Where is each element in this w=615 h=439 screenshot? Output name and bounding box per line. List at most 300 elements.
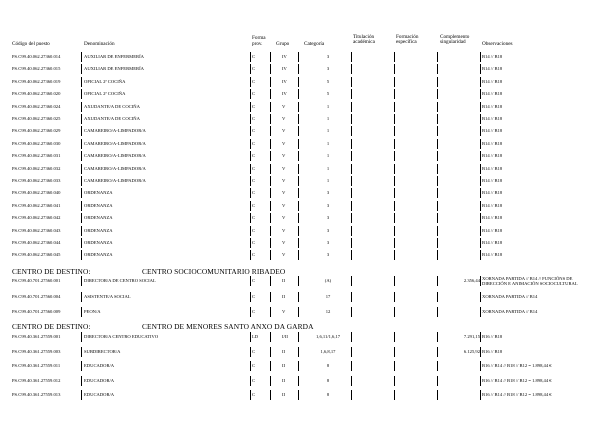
column-divider bbox=[351, 276, 352, 286]
column-divider bbox=[270, 126, 271, 136]
cell-name: CAMAREIRO/A-LIMPADOR/A bbox=[84, 140, 146, 146]
cell-observaciones: B14 // B18 bbox=[482, 128, 503, 134]
cell-forma: C bbox=[252, 91, 256, 97]
column-divider bbox=[250, 347, 251, 357]
column-divider bbox=[437, 226, 438, 236]
cell-name: ORDENANZA bbox=[84, 227, 113, 233]
column-divider bbox=[298, 376, 299, 386]
cell-grupo: II bbox=[282, 392, 286, 398]
table-row bbox=[12, 346, 612, 358]
column-divider bbox=[298, 361, 299, 371]
column-divider bbox=[351, 176, 352, 186]
column-divider bbox=[270, 226, 271, 236]
cell-name: AXUDANTE/A DE COCIÑA bbox=[84, 116, 140, 121]
cell-grupo: V bbox=[282, 116, 286, 121]
cell-categoria: 1 bbox=[326, 128, 330, 134]
column-divider bbox=[437, 139, 438, 149]
cell-forma: C bbox=[252, 116, 256, 121]
cell-code: PS.C99.40.062.27360.042 bbox=[12, 215, 61, 221]
header-complemento-1: Complemento bbox=[440, 34, 470, 40]
cell-code: PS.C99.40.701.27560.009 bbox=[12, 309, 61, 314]
column-divider bbox=[437, 307, 438, 317]
section-header-menores bbox=[12, 322, 314, 331]
cell-name: DIRECTOR/A CENTRO EDUCATIVO bbox=[84, 334, 159, 339]
column-divider bbox=[270, 89, 271, 99]
cell-code: PS.C99.40.361.27559.013 bbox=[12, 392, 61, 398]
column-divider bbox=[250, 64, 251, 74]
column-divider bbox=[81, 250, 82, 260]
column-divider bbox=[351, 52, 352, 62]
cell-name: OFICIAL 2ª COCIÑA bbox=[84, 78, 126, 84]
column-divider bbox=[298, 250, 299, 260]
column-divider bbox=[270, 376, 271, 386]
cell-name: DIRECTOR/A DE CENTRO SOCIAL bbox=[84, 278, 156, 283]
column-divider bbox=[351, 361, 352, 371]
cell-grupo: V bbox=[282, 140, 286, 146]
column-divider bbox=[480, 238, 481, 248]
cell-grupo: II bbox=[282, 293, 286, 299]
column-divider bbox=[270, 250, 271, 260]
cell-name: AUXILIAR DE ENFERMERÍA bbox=[84, 54, 144, 59]
column-divider bbox=[437, 250, 438, 260]
cell-forma: C bbox=[252, 103, 256, 109]
column-divider bbox=[480, 292, 481, 302]
cell-name: AXUDANTE/A DE COCIÑA bbox=[84, 103, 140, 109]
cell-grupo: V bbox=[282, 202, 286, 208]
column-divider bbox=[270, 347, 271, 357]
column-divider bbox=[394, 276, 395, 286]
cell-code: PS.C99.40.062.27360.040 bbox=[12, 190, 61, 196]
cell-forma: C bbox=[252, 66, 256, 72]
column-divider bbox=[81, 126, 82, 136]
cell-code: PS.C99.40.062.27360.020 bbox=[12, 91, 61, 97]
cell-code: PS.C99.40.062.27360.031 bbox=[12, 153, 61, 159]
column-divider bbox=[351, 164, 352, 174]
cell-observaciones: B14 // B18 bbox=[482, 153, 503, 159]
column-divider bbox=[81, 114, 82, 124]
column-divider bbox=[250, 201, 251, 211]
column-divider bbox=[270, 151, 271, 161]
cell-categoria: (A) bbox=[324, 278, 332, 283]
column-divider bbox=[81, 226, 82, 236]
table-row bbox=[12, 125, 612, 137]
column-divider bbox=[81, 201, 82, 211]
column-divider bbox=[81, 390, 82, 400]
column-divider bbox=[250, 89, 251, 99]
column-divider bbox=[351, 151, 352, 161]
cell-observaciones: B16 // B14 // B18 // B12 = 1.898,44 € bbox=[482, 377, 552, 383]
cell-observaciones: B14 // B18 bbox=[482, 178, 503, 183]
cell-observaciones: B16 // B18 bbox=[482, 348, 503, 354]
column-divider bbox=[298, 151, 299, 161]
column-divider bbox=[270, 276, 271, 286]
cell-name: OFICIAL 2ª COCIÑA bbox=[84, 91, 126, 97]
column-divider bbox=[480, 347, 481, 357]
column-divider bbox=[298, 292, 299, 302]
column-divider bbox=[81, 332, 82, 342]
cell-forma: C bbox=[252, 178, 256, 183]
column-divider bbox=[81, 64, 82, 74]
cell-categoria: 1,6,8,17 bbox=[320, 348, 336, 354]
cell-code: PS.C99.40.062.27360.015 bbox=[12, 66, 61, 72]
cell-observaciones: B14 // B18 bbox=[482, 190, 503, 196]
column-divider bbox=[298, 201, 299, 211]
column-divider bbox=[351, 376, 352, 386]
cell-code: PS.C99.40.361.27559.003 bbox=[12, 348, 61, 354]
column-divider bbox=[437, 376, 438, 386]
cell-name: SUBDIRECTOR/A bbox=[84, 348, 121, 354]
cell-code: PS.C99.40.062.27360.024 bbox=[12, 103, 61, 109]
column-divider bbox=[81, 188, 82, 198]
cell-forma: C bbox=[252, 78, 256, 84]
table-row bbox=[12, 291, 612, 303]
cell-name: CAMAREIRO/A-LIMPADOR/A bbox=[84, 165, 146, 171]
column-divider bbox=[394, 238, 395, 248]
column-divider bbox=[437, 347, 438, 357]
column-divider bbox=[394, 139, 395, 149]
column-divider bbox=[394, 361, 395, 371]
cell-categoria: 8 bbox=[326, 392, 330, 398]
cell-grupo: II bbox=[282, 278, 286, 283]
cell-code: PS.C99.40.361.27559.011 bbox=[12, 363, 61, 369]
column-divider bbox=[298, 390, 299, 400]
column-divider bbox=[250, 307, 251, 317]
column-divider bbox=[351, 64, 352, 74]
column-divider bbox=[480, 307, 481, 317]
column-divider bbox=[351, 292, 352, 302]
column-divider bbox=[480, 164, 481, 174]
table-row bbox=[12, 225, 612, 237]
column-divider bbox=[394, 77, 395, 87]
column-divider bbox=[270, 361, 271, 371]
section-name: CENTRO SOCIOCOMUNITARIO RIBADEO bbox=[142, 267, 286, 276]
header-titulacion-2: académica bbox=[353, 39, 375, 45]
cell-code: PS.C99.40.062.27360.041 bbox=[12, 202, 61, 208]
cell-forma: C bbox=[252, 54, 256, 59]
column-divider bbox=[298, 164, 299, 174]
cell-observaciones: B14 // B18 bbox=[482, 227, 503, 233]
table-row bbox=[12, 88, 612, 100]
column-divider bbox=[480, 52, 481, 62]
header-forma: Forma bbox=[252, 35, 266, 41]
cell-code: PS.C99.40.062.27360.032 bbox=[12, 165, 61, 171]
column-divider bbox=[250, 276, 251, 286]
cell-grupo: V bbox=[282, 165, 286, 171]
cell-observaciones: B16 // B18 bbox=[482, 334, 503, 339]
column-divider bbox=[270, 114, 271, 124]
cell-code: PS.C99.40.062.27360.029 bbox=[12, 128, 61, 134]
cell-observaciones: B14 // B18 bbox=[482, 91, 503, 97]
cell-observaciones: B14 // B18 bbox=[482, 215, 503, 221]
column-divider bbox=[394, 188, 395, 198]
column-divider bbox=[480, 276, 481, 286]
cell-complemento: 7.291,15 bbox=[463, 334, 480, 339]
column-divider bbox=[81, 77, 82, 87]
column-divider bbox=[480, 89, 481, 99]
cell-observaciones: B14 // B18 bbox=[482, 240, 503, 245]
cell-forma: C bbox=[252, 227, 256, 233]
column-divider bbox=[394, 213, 395, 223]
column-divider bbox=[394, 226, 395, 236]
cell-observaciones: XORNADA PARTIDA // B14 bbox=[482, 309, 538, 314]
column-divider bbox=[351, 390, 352, 400]
column-divider bbox=[250, 151, 251, 161]
cell-forma: C bbox=[252, 153, 256, 159]
column-divider bbox=[480, 188, 481, 198]
cell-grupo: V bbox=[282, 252, 286, 258]
column-divider bbox=[394, 64, 395, 74]
column-divider bbox=[270, 52, 271, 62]
column-divider bbox=[270, 77, 271, 87]
cell-observaciones: B14 // B18 bbox=[482, 165, 503, 171]
cell-forma: C bbox=[252, 215, 256, 221]
column-divider bbox=[81, 164, 82, 174]
column-divider bbox=[437, 126, 438, 136]
cell-categoria: 5 bbox=[326, 78, 330, 84]
cell-grupo: II bbox=[282, 363, 286, 369]
cell-categoria: 1 bbox=[326, 165, 330, 171]
column-divider bbox=[81, 213, 82, 223]
column-divider bbox=[480, 64, 481, 74]
cell-name: ORDENANZA bbox=[84, 240, 113, 245]
column-divider bbox=[250, 77, 251, 87]
header-grupo: Grupo bbox=[276, 41, 290, 47]
column-divider bbox=[351, 238, 352, 248]
column-divider bbox=[351, 102, 352, 112]
cell-forma: C bbox=[252, 252, 256, 258]
cell-code: PS.C99.40.701.27560.004 bbox=[12, 293, 61, 299]
cell-categoria: 3 bbox=[326, 54, 330, 59]
column-divider bbox=[298, 226, 299, 236]
column-divider bbox=[437, 164, 438, 174]
cell-code: PS.C99.40.361.27559.001 bbox=[12, 334, 61, 339]
cell-categoria: 17 bbox=[325, 293, 331, 299]
column-divider bbox=[250, 250, 251, 260]
column-divider bbox=[298, 238, 299, 248]
cell-categoria: 3 bbox=[326, 66, 330, 72]
section-label: CENTRO DE DESTINO: bbox=[12, 267, 91, 276]
cell-name: EDUCADOR/A bbox=[84, 363, 115, 369]
cell-code: PS.C99.40.062.27360.014 bbox=[12, 54, 61, 59]
column-divider bbox=[298, 64, 299, 74]
cell-forma: C bbox=[252, 202, 256, 208]
table-row bbox=[12, 51, 612, 63]
cell-forma: C bbox=[252, 377, 256, 383]
header-titulacion-1: Titulación bbox=[353, 34, 375, 40]
column-divider bbox=[437, 276, 438, 286]
cell-categoria: 3 bbox=[326, 252, 330, 258]
column-divider bbox=[351, 126, 352, 136]
cell-name: EDUCADOR/A bbox=[84, 377, 115, 383]
cell-grupo: V bbox=[282, 178, 286, 183]
column-divider bbox=[480, 250, 481, 260]
cell-forma: C bbox=[252, 293, 256, 299]
column-divider bbox=[250, 176, 251, 186]
cell-categoria: 1 bbox=[326, 116, 330, 121]
cell-categoria: 1 bbox=[326, 103, 330, 109]
header-formacion-2: específica bbox=[396, 39, 417, 45]
column-divider bbox=[250, 390, 251, 400]
column-divider bbox=[480, 126, 481, 136]
column-divider bbox=[298, 52, 299, 62]
column-divider bbox=[394, 376, 395, 386]
table-row bbox=[12, 360, 612, 372]
cell-observaciones: B16 // B14 // B18 // B12 = 1.898,44 € bbox=[482, 392, 552, 398]
table-row bbox=[12, 306, 612, 318]
column-divider bbox=[270, 238, 271, 248]
column-divider bbox=[437, 390, 438, 400]
header-name: Denominación bbox=[84, 41, 115, 47]
column-divider bbox=[351, 226, 352, 236]
column-divider bbox=[298, 126, 299, 136]
column-divider bbox=[437, 77, 438, 87]
column-divider bbox=[394, 201, 395, 211]
column-divider bbox=[351, 114, 352, 124]
column-divider bbox=[270, 332, 271, 342]
column-divider bbox=[351, 77, 352, 87]
column-divider bbox=[437, 151, 438, 161]
cell-categoria: 3 bbox=[326, 190, 330, 196]
observaciones-line-1: XORNADA PARTIDA // B14 // FUNCIÓNS DE bbox=[482, 276, 573, 281]
column-divider bbox=[480, 151, 481, 161]
column-divider bbox=[270, 390, 271, 400]
cell-forma: C bbox=[252, 348, 256, 354]
column-divider bbox=[351, 250, 352, 260]
column-divider bbox=[298, 188, 299, 198]
column-divider bbox=[437, 89, 438, 99]
column-divider bbox=[351, 347, 352, 357]
column-divider bbox=[81, 276, 82, 286]
cell-grupo: I/II bbox=[282, 334, 288, 339]
column-divider bbox=[250, 188, 251, 198]
cell-name: CAMAREIRO/A-LIMPADOR/A bbox=[84, 178, 146, 183]
table-row bbox=[12, 113, 612, 125]
table-row bbox=[12, 389, 612, 401]
header-complemento-2: singularidad bbox=[440, 39, 466, 45]
column-divider bbox=[298, 347, 299, 357]
cell-code: PS.C99.40.062.27360.045 bbox=[12, 252, 61, 258]
column-divider bbox=[81, 238, 82, 248]
table-row bbox=[12, 63, 612, 75]
column-divider bbox=[437, 361, 438, 371]
column-divider bbox=[437, 52, 438, 62]
table-row bbox=[12, 200, 612, 212]
cell-categoria: 1,6,11/1,6,17 bbox=[316, 334, 341, 339]
cell-grupo: IV bbox=[282, 91, 287, 97]
column-divider bbox=[394, 292, 395, 302]
column-divider bbox=[250, 126, 251, 136]
column-divider bbox=[250, 238, 251, 248]
cell-grupo: V bbox=[282, 309, 286, 314]
column-divider bbox=[394, 52, 395, 62]
column-divider bbox=[437, 114, 438, 124]
section-name: CENTRO DE MENORES SANTO ANXO DA GARDA bbox=[142, 322, 314, 331]
column-divider bbox=[480, 102, 481, 112]
cell-observaciones: B14 // B18 bbox=[482, 54, 503, 59]
column-divider bbox=[351, 139, 352, 149]
cell-grupo: V bbox=[282, 103, 286, 109]
cell-code: PS.C99.40.361.27559.012 bbox=[12, 377, 61, 383]
column-divider bbox=[480, 390, 481, 400]
cell-observaciones bbox=[482, 276, 578, 287]
column-divider bbox=[351, 307, 352, 317]
cell-name: ORDENANZA bbox=[84, 215, 113, 221]
column-divider bbox=[437, 188, 438, 198]
column-divider bbox=[81, 376, 82, 386]
column-divider bbox=[394, 176, 395, 186]
cell-forma: C bbox=[252, 140, 256, 146]
cell-grupo: II bbox=[282, 348, 286, 354]
column-divider bbox=[250, 292, 251, 302]
column-divider bbox=[270, 292, 271, 302]
cell-name: PEON/A bbox=[84, 309, 101, 314]
cell-grupo: V bbox=[282, 128, 286, 134]
table-row bbox=[12, 150, 612, 162]
cell-code: PS.C99.40.062.27360.033 bbox=[12, 178, 61, 183]
column-divider bbox=[250, 52, 251, 62]
column-divider bbox=[81, 292, 82, 302]
column-divider bbox=[298, 307, 299, 317]
column-divider bbox=[394, 250, 395, 260]
column-divider bbox=[437, 64, 438, 74]
cell-forma: C bbox=[252, 363, 256, 369]
cell-categoria: 1 bbox=[326, 140, 330, 146]
cell-code: PS.C99.40.062.27360.030 bbox=[12, 140, 61, 146]
column-divider bbox=[298, 276, 299, 286]
cell-name: ORDENANZA bbox=[84, 202, 113, 208]
cell-grupo: IV bbox=[282, 78, 287, 84]
column-divider bbox=[250, 376, 251, 386]
column-divider bbox=[298, 332, 299, 342]
cell-grupo: II bbox=[282, 377, 286, 383]
table-row bbox=[12, 275, 612, 287]
header-observaciones: Observaciones bbox=[482, 41, 513, 47]
cell-categoria: 1 bbox=[326, 153, 330, 159]
table-row bbox=[12, 375, 612, 387]
column-divider bbox=[480, 176, 481, 186]
cell-forma: C bbox=[252, 190, 256, 196]
column-divider bbox=[351, 213, 352, 223]
column-divider bbox=[480, 114, 481, 124]
column-divider bbox=[270, 188, 271, 198]
table-row bbox=[12, 237, 612, 249]
column-divider bbox=[81, 52, 82, 62]
column-divider bbox=[81, 139, 82, 149]
cell-categoria: 3 bbox=[326, 202, 330, 208]
column-divider bbox=[270, 139, 271, 149]
cell-grupo: V bbox=[282, 153, 286, 159]
cell-code: PS.C99.40.062.27360.019 bbox=[12, 78, 61, 84]
cell-grupo: V bbox=[282, 190, 286, 196]
cell-forma: LD bbox=[252, 334, 259, 339]
column-divider bbox=[480, 332, 481, 342]
cell-grupo: IV bbox=[282, 66, 287, 72]
column-divider bbox=[81, 347, 82, 357]
column-divider bbox=[270, 213, 271, 223]
cell-forma: C bbox=[252, 240, 256, 245]
cell-name: ASISTENTE/A SOCIAL bbox=[84, 293, 131, 299]
cell-categoria: 1 bbox=[326, 178, 330, 183]
cell-code: PS.C99.40.062.27360.043 bbox=[12, 227, 61, 233]
column-divider bbox=[351, 201, 352, 211]
column-divider bbox=[270, 102, 271, 112]
column-divider bbox=[270, 201, 271, 211]
column-divider bbox=[81, 307, 82, 317]
cell-categoria: 3 bbox=[326, 215, 330, 221]
cell-name: CAMAREIRO/A-LIMPADOR/A bbox=[84, 128, 146, 134]
column-divider bbox=[250, 361, 251, 371]
column-divider bbox=[250, 226, 251, 236]
